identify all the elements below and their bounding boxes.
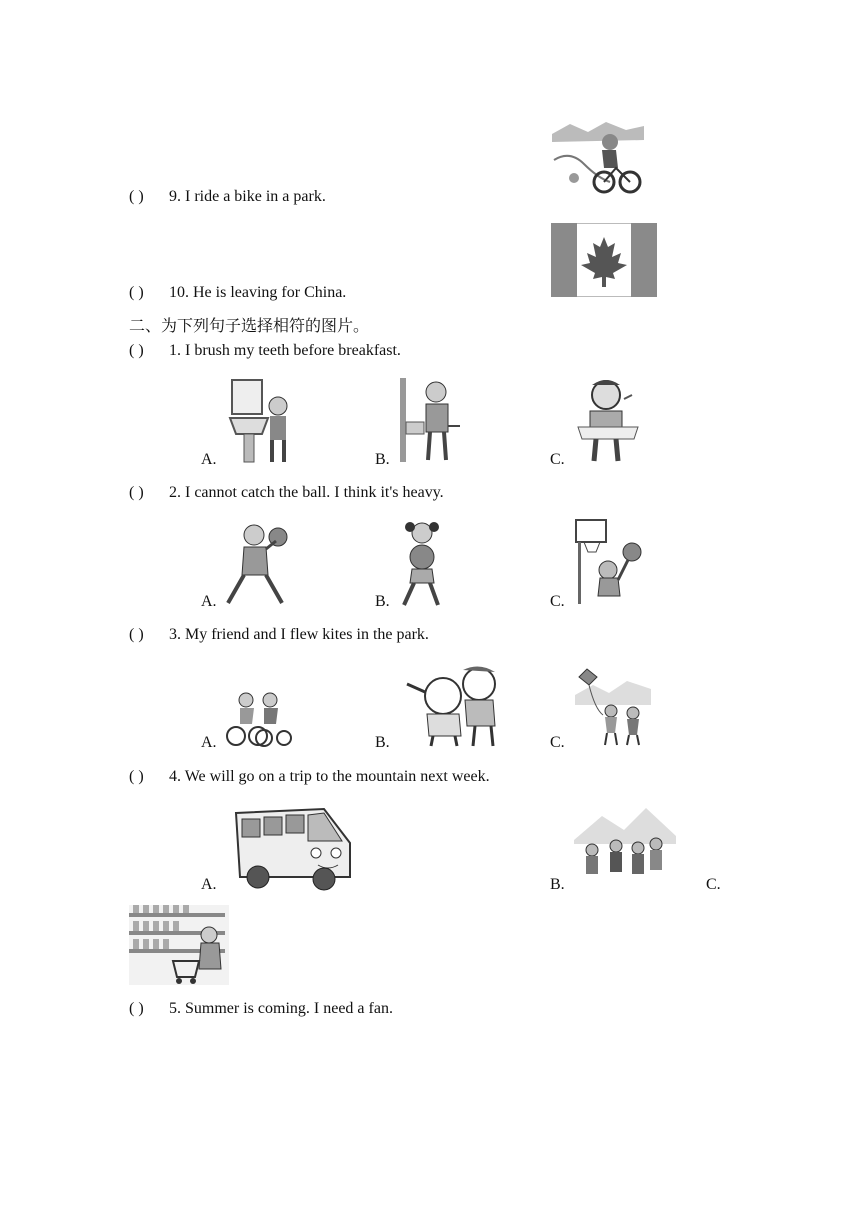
question-4 bbox=[129, 768, 490, 786]
girl-shopping-supermarket-image bbox=[129, 905, 229, 985]
question-text: 5. Summer is coming. I need a fan. bbox=[169, 1000, 393, 1017]
answer-blank[interactable]: ( ) bbox=[129, 1000, 144, 1017]
question-text: 4. We will go on a trip to the mountain next week. bbox=[169, 768, 490, 785]
option-b-label: B. bbox=[375, 451, 390, 468]
school-bus-image bbox=[232, 803, 358, 891]
girl-holding-ball-image bbox=[398, 521, 448, 607]
kids-riding-bikes-image bbox=[224, 688, 292, 748]
girl-riding-bike-image bbox=[550, 120, 646, 198]
question-text: 1. I brush my teeth before breakfast. bbox=[169, 342, 401, 359]
answer-blank[interactable]: ( ) bbox=[129, 768, 144, 785]
question-5 bbox=[129, 1000, 393, 1018]
section-heading: 二、为下列句子选择相符的图片。 bbox=[129, 318, 370, 335]
boy-holding-basketball-image bbox=[224, 521, 288, 607]
question-text: 3. My friend and I flew kites in the park. bbox=[169, 626, 429, 643]
option-c-label: C. bbox=[550, 451, 565, 468]
option-a-label: A. bbox=[201, 734, 217, 751]
question-9 bbox=[129, 188, 326, 206]
two-kids-friends-image bbox=[403, 662, 513, 748]
question-1 bbox=[129, 342, 401, 360]
question-2 bbox=[129, 484, 444, 502]
people-hiking-mountain-image bbox=[572, 800, 678, 886]
option-a-label: A. bbox=[201, 876, 217, 893]
question-10 bbox=[129, 284, 346, 302]
answer-blank[interactable]: ( ) bbox=[129, 484, 144, 501]
question-text: 2. I cannot catch the ball. I think it's heavy. bbox=[169, 484, 444, 501]
option-b-label: B. bbox=[375, 734, 390, 751]
option-c-label: C. bbox=[550, 593, 565, 610]
boy-brushing-teeth-image bbox=[574, 375, 644, 463]
option-c-label: C. bbox=[550, 734, 565, 751]
question-3 bbox=[129, 626, 429, 644]
option-a-label: A. bbox=[201, 451, 217, 468]
monkey-basketball-hoop-image bbox=[574, 518, 648, 606]
boy-at-sink-image bbox=[228, 378, 296, 464]
option-a-label: A. bbox=[201, 593, 217, 610]
answer-blank[interactable]: ( ) bbox=[129, 342, 144, 359]
option-b-label: B. bbox=[550, 876, 565, 893]
question-text: 10. He is leaving for China. bbox=[169, 284, 347, 301]
canada-flag-image bbox=[551, 223, 657, 297]
kids-flying-kites-image bbox=[573, 665, 653, 747]
option-b-label: B. bbox=[375, 593, 390, 610]
answer-blank[interactable]: ( ) bbox=[129, 284, 144, 301]
option-c-label: C. bbox=[706, 876, 721, 893]
answer-blank[interactable]: ( ) bbox=[129, 188, 144, 205]
question-text: 9. I ride a bike in a park. bbox=[169, 188, 326, 205]
boy-washing-hands-image bbox=[398, 376, 462, 464]
answer-blank[interactable]: ( ) bbox=[129, 626, 144, 643]
